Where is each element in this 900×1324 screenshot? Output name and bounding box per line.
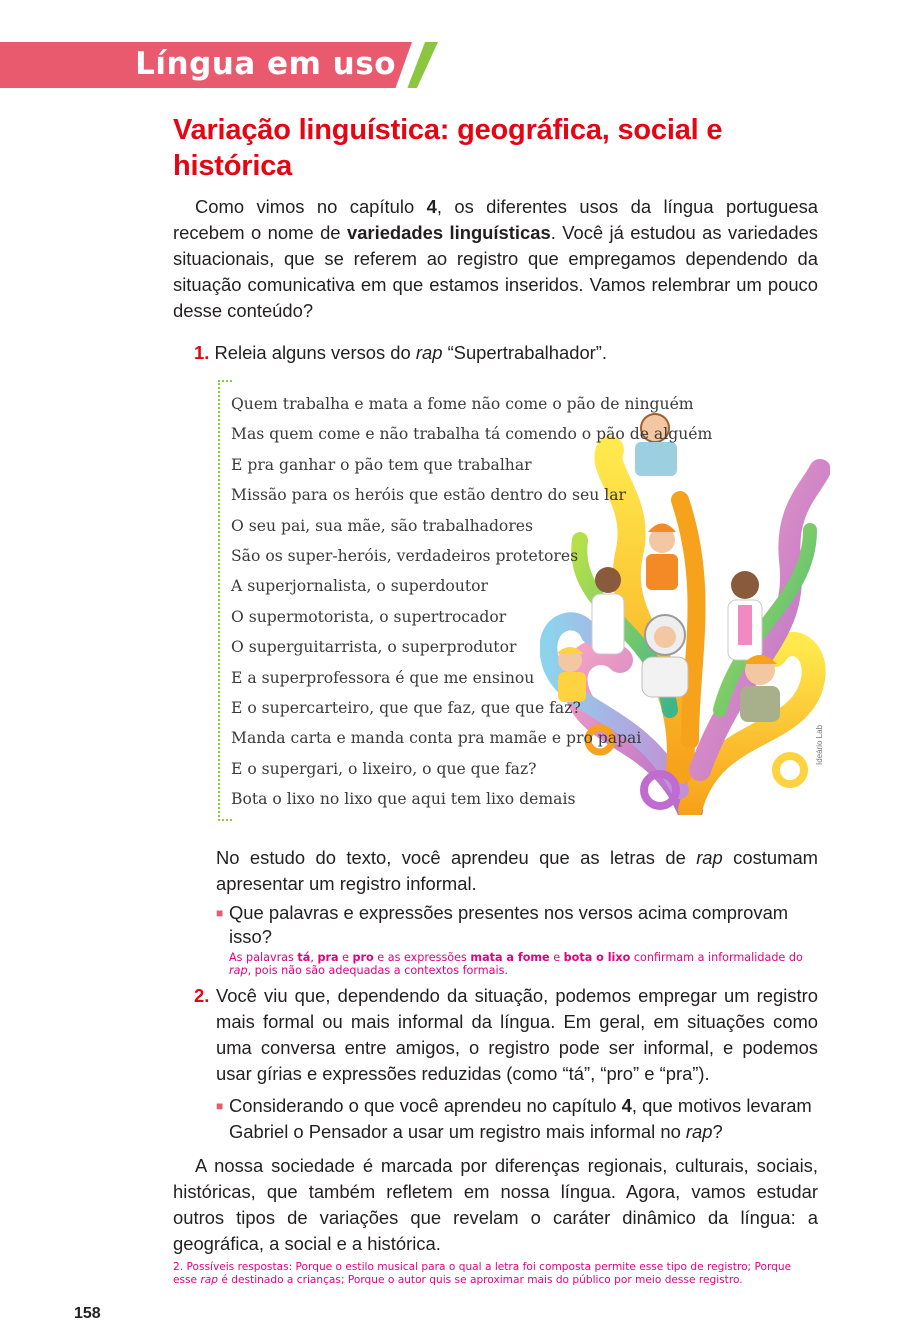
bullet-text-part: , que motivos levaram Gabriel o Pensador a usar um registro mais informal no bbox=[229, 1095, 812, 1143]
answer-1 bbox=[229, 951, 818, 977]
chapter-number: 4 bbox=[621, 1095, 632, 1117]
answer-italic: rap bbox=[200, 1273, 219, 1286]
answer-text: e as expressões bbox=[373, 951, 471, 965]
bullet-text-part: ? bbox=[712, 1121, 723, 1143]
study-text: No estudo do texto, você aprendeu que as letras de bbox=[216, 847, 697, 869]
answer-word: pra bbox=[317, 951, 339, 965]
bullet-text: Que palavras e expressões presentes nos versos acima comprovam isso? bbox=[229, 902, 789, 948]
poem-line: E o supercarteiro, que que faz, que que faz? bbox=[231, 698, 581, 717]
answer-text: 2. Possíveis respostas: Porque o estilo musical para o qual a letra foi composta permite esse tipo de registro; Porque esse bbox=[173, 1261, 792, 1286]
intro-text: , os diferentes usos da língua portuguesa recebem o nome de bbox=[173, 196, 819, 243]
bullet-italic: rap bbox=[685, 1121, 713, 1143]
bullet-icon: ■ bbox=[216, 1099, 224, 1114]
answer-text: , bbox=[310, 951, 318, 965]
answer-text: é destinado a crianças; Porque o autor quis se aproximar mais do público por meio desse registro. bbox=[218, 1273, 743, 1286]
answer-text: confirmam a informalidade do bbox=[630, 951, 803, 965]
page-title: Variação linguística: geográfica, social e histórica bbox=[173, 114, 723, 182]
section-banner bbox=[0, 42, 440, 88]
question-italic: rap bbox=[415, 342, 443, 363]
answer-2 bbox=[173, 1261, 818, 1286]
closing-paragraph: A nossa sociedade é marcada por diferenças regionais, culturais, sociais, históricas, que também refletem em nossa língua. Agora, vamos estudar outros tipos de variações que revelam o caráter dinâmico da língua: a geográfica, a social e a histórica. bbox=[173, 1155, 818, 1255]
key-term: variedades linguísticas bbox=[346, 222, 551, 243]
answer-text: e bbox=[549, 951, 564, 965]
question-2 bbox=[194, 983, 818, 1087]
poem-line: Manda carta e manda conta pra mamãe e pro papai bbox=[231, 729, 642, 748]
question-text: “Supertrabalhador”. bbox=[442, 342, 608, 363]
answer-italic: rap bbox=[229, 964, 248, 978]
question-text: Você viu que, dependendo da situação, podemos empregar um registro mais formal ou mais informal da língua. Em geral, em situações como uma conversa entre amigos, o registro pode ser informal, e podemos usar gírias e expressões reduzidas (como “tá”, “pro” e “pra”). bbox=[216, 985, 818, 1085]
answer-text: e bbox=[338, 951, 353, 965]
bullet-question-1 bbox=[216, 901, 818, 949]
poem-line: E o supergari, o lixeiro, o que que faz? bbox=[231, 759, 537, 778]
intro-text: Como vimos no capítulo bbox=[195, 196, 427, 217]
poem-line: Quem trabalha e mata a fome não come o pão de ninguém bbox=[231, 395, 694, 413]
poem-bracket bbox=[218, 380, 232, 821]
poem-line: Bota o lixo no lixo que aqui tem lixo demais bbox=[231, 790, 576, 809]
poem-line: São os super-heróis, verdadeiros protetores bbox=[231, 546, 579, 565]
bullet-icon: ■ bbox=[216, 906, 224, 921]
poem bbox=[231, 392, 818, 811]
bullet-text bbox=[229, 1093, 818, 1145]
answer-word: tá bbox=[297, 951, 311, 965]
poem-line: Missão para os heróis que estão dentro do seu lar bbox=[231, 486, 626, 505]
study-italic: rap bbox=[696, 847, 723, 869]
question-number: 1. bbox=[194, 342, 210, 363]
poem-line: Mas quem come e não trabalha tá comendo o pão de alguém bbox=[231, 425, 713, 444]
answer-word: mata a fome bbox=[470, 951, 550, 965]
main-content bbox=[74, 112, 824, 1324]
bullet-question-2 bbox=[216, 1093, 818, 1145]
poem-line: O seu pai, sua mãe, são trabalhadores bbox=[231, 516, 533, 535]
study-paragraph bbox=[216, 845, 818, 897]
section-label: Língua em uso bbox=[135, 46, 396, 82]
chapter-number: 4 bbox=[426, 196, 437, 217]
intro-text: . Você já estudou as variedades situacionais, que se referem ao registro que empregamos dependendo da situação comunicativa em que estamos inseridos. Vamos relembrar um pouco desse conteúdo? bbox=[173, 222, 818, 321]
question-number: 2. bbox=[194, 985, 210, 1007]
poem-line: E pra ganhar o pão tem que trabalhar bbox=[231, 455, 532, 474]
answer-word: pro bbox=[352, 951, 374, 965]
bullet-text-part: Considerando o que você aprendeu no capítulo bbox=[229, 1095, 622, 1117]
answer-text: , pois não são adequadas a contextos formais. bbox=[247, 964, 509, 978]
poem-line: E a superprofessora é que me ensinou bbox=[231, 668, 535, 687]
illustration-credit: Ideário Lab bbox=[815, 724, 824, 765]
poem-block bbox=[218, 380, 824, 821]
poem-line: A superjornalista, o superdoutor bbox=[231, 577, 488, 596]
intro-paragraph bbox=[173, 194, 818, 324]
answer-word: bota o lixo bbox=[563, 951, 631, 965]
poem-line: O superguitarrista, o superprodutor bbox=[231, 638, 517, 657]
answer-text: As palavras bbox=[229, 951, 298, 965]
question-text: Releia alguns versos do bbox=[214, 342, 416, 363]
study-text: costumam apresentar um registro informal. bbox=[216, 847, 818, 895]
question-1 bbox=[194, 340, 818, 366]
poem-line: O supermotorista, o supertrocador bbox=[231, 607, 507, 626]
page-number: 158 bbox=[74, 1305, 101, 1323]
